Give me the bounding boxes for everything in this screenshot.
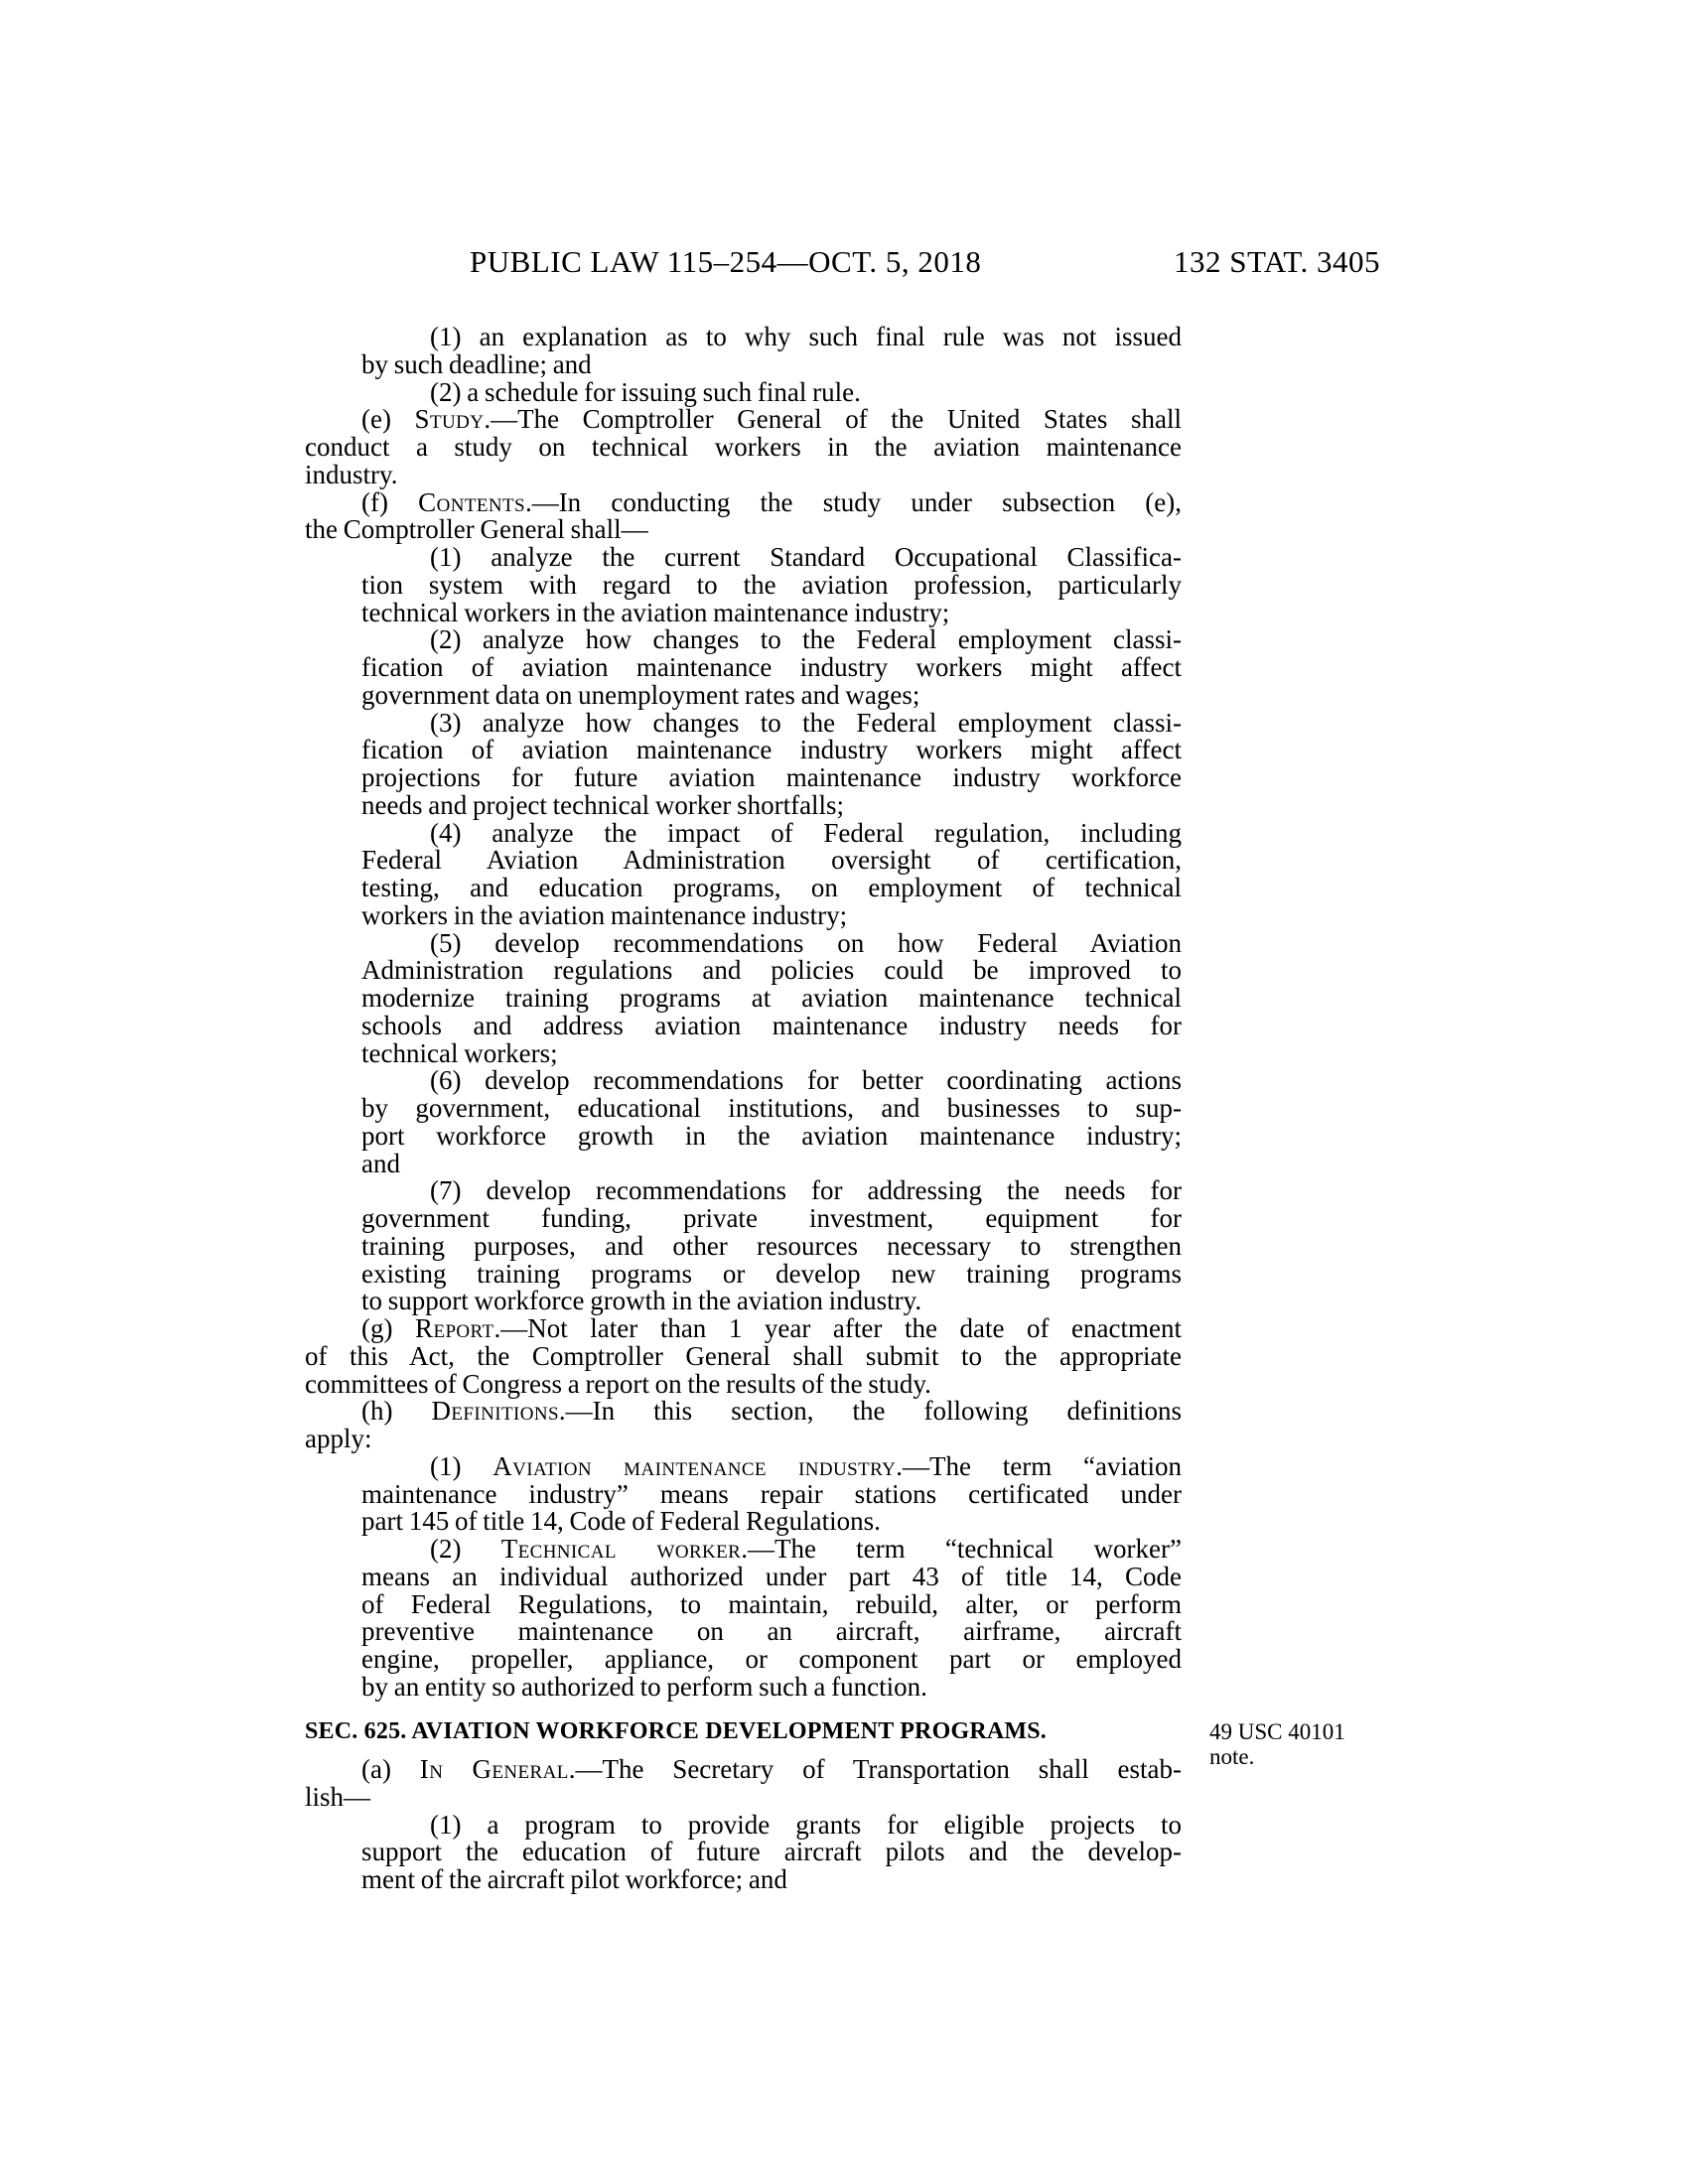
text-run: (3) analyze how changes to the Federal employment classi-: [430, 707, 1182, 738]
body-line: [305, 1536, 1182, 1564]
margin-note-line: 49 USC 40101: [1209, 1719, 1345, 1744]
text-run: government data on unemployment rates and wages;: [361, 679, 920, 710]
body-line: [305, 927, 1182, 958]
text-run: of Federal Regulations, to maintain, rebuild, alter, or perform: [361, 1588, 1182, 1619]
body-line: [305, 544, 1182, 572]
small-caps-run: Report: [415, 1313, 494, 1343]
text-run: projections for future aviation maintenance industry workforce: [361, 762, 1182, 792]
text-run: to support workforce growth in the aviation industry.: [361, 1286, 922, 1316]
text-run: testing, and education programs, on employment of technical: [361, 873, 1182, 902]
text-run: conduct a study on technical workers in the aviation maintenance: [305, 432, 1182, 462]
small-caps-run: Study: [414, 404, 485, 435]
body-line: [305, 516, 1182, 544]
text-run: lish—: [305, 1781, 371, 1812]
margin-note: [1209, 1719, 1398, 1769]
body-line: [305, 406, 1182, 434]
text-run: the Comptroller General shall—: [305, 514, 648, 545]
body-line: [305, 957, 1182, 985]
text-run: part 145 of title 14, Code of Federal Regulations.: [361, 1506, 881, 1537]
body-line: [305, 459, 1182, 489]
running-head: PUBLIC LAW 115–254—OCT. 5, 2018: [470, 244, 982, 279]
text-run: government funding, private investment, equipment for: [361, 1203, 1182, 1233]
text-run: apply:: [305, 1424, 372, 1453]
text-run: training purposes, and other resources necessary to strengthen: [361, 1230, 1182, 1261]
body-line: [305, 899, 1182, 930]
text-run: (2) analyze how changes to the Federal employment classi-: [430, 624, 1182, 655]
text-run: technical workers;: [361, 1037, 558, 1068]
body-line: [305, 1756, 1182, 1784]
body-line: [305, 1095, 1182, 1123]
text-run: fication of aviation maintenance industry workers might affect: [361, 652, 1182, 682]
body-line: [305, 764, 1182, 792]
body-line: [305, 654, 1182, 682]
body-line: [305, 1010, 1182, 1040]
body-line: [305, 1288, 1182, 1315]
text-run: (2) a schedule for issuing such final rule.: [430, 376, 861, 407]
body-line: [305, 1781, 1182, 1812]
text-run: of this Act, the Comptroller General shall submit to the appropriate: [305, 1340, 1182, 1371]
body-line: [305, 597, 1182, 627]
text-run: fication of aviation maintenance industry workers might affect: [361, 735, 1182, 765]
body-line: [305, 1205, 1182, 1233]
body-line: [305, 1508, 1182, 1536]
body-line: [305, 1368, 1182, 1399]
body-line: [305, 1588, 1182, 1619]
text-run: workers in the aviation maintenance industry;: [361, 899, 848, 930]
text-run: (f): [361, 486, 419, 517]
text-run: Federal Aviation Administration oversight of certification,: [361, 845, 1182, 876]
text-run: .—The Secretary of Transportation shall estab-: [568, 1754, 1182, 1784]
text-run: Administration regulations and policies could be improved to: [361, 955, 1182, 986]
body-line: [305, 1618, 1182, 1646]
body-line: [305, 679, 1182, 710]
small-caps-run: Contents: [418, 486, 525, 517]
text-run: industry.: [305, 459, 398, 489]
body-line: [305, 1450, 1182, 1481]
text-run: (1): [430, 1450, 493, 1481]
text-run: (e): [361, 404, 415, 435]
body-line: [305, 817, 1182, 848]
text-run: .—In this section, the following definitions: [558, 1396, 1182, 1427]
text-run: by government, educational institutions, and businesses to sup-: [361, 1093, 1182, 1123]
text-run: (6) develop recommendations for better coordinating actions: [430, 1065, 1182, 1096]
small-caps-run: Definitions: [431, 1396, 559, 1427]
body-line: [305, 1258, 1182, 1289]
text-run: tion system with regard to the aviation profession, particularly: [361, 569, 1182, 600]
text-run: (g): [361, 1313, 416, 1343]
text-run: .—The Comptroller General of the United States shall: [484, 404, 1182, 435]
body-line: [305, 737, 1182, 764]
body-text-column: [305, 324, 1182, 1702]
text-run: ment of the aircraft pilot workforce; and: [361, 1864, 787, 1894]
text-run: by such deadline; and: [361, 348, 592, 379]
text-run: .—Not later than 1 year after the date of enactment: [493, 1313, 1182, 1343]
text-run: .—The term “technical worker”: [741, 1534, 1182, 1564]
text-run: (7) develop recommendations for addressing the needs for: [430, 1175, 1182, 1206]
body-line: [305, 875, 1182, 902]
body-line: [305, 1866, 1182, 1894]
body-line: [305, 1177, 1182, 1205]
text-run: preventive maintenance on an aircraft, airframe, aircraft: [361, 1616, 1182, 1647]
text-run: and: [361, 1148, 400, 1178]
text-run: (1) an explanation as to why such final rule was not issued: [430, 322, 1182, 351]
body-line: [305, 1426, 1182, 1453]
body-line: [305, 1561, 1182, 1591]
body-line: [305, 1671, 1182, 1702]
body-line: [305, 1478, 1182, 1509]
body-line: [305, 626, 1182, 654]
text-run: technical workers in the aviation maintenance industry;: [361, 597, 950, 627]
margin-note-line: note.: [1209, 1744, 1255, 1769]
body-line: [305, 1067, 1182, 1095]
body-line: [305, 324, 1182, 351]
body-line: [305, 1646, 1182, 1674]
text-run: (5) develop recommendations on how Federal Aviation: [430, 927, 1182, 958]
stat-page-number: 132 STAT. 3405: [1173, 244, 1380, 279]
text-run: means an individual authorized under part 43 of title 14, Code: [361, 1561, 1182, 1591]
text-run: (2): [430, 1534, 501, 1564]
body-line: [305, 1315, 1182, 1343]
text-run: engine, propeller, appliance, or component part or employed: [361, 1644, 1182, 1674]
body-line: [305, 1809, 1182, 1840]
text-run: .—In conducting the study under subsection (e),: [524, 486, 1182, 517]
body-line: [305, 1398, 1182, 1426]
body-line: [305, 789, 1182, 820]
body-line: [305, 1148, 1182, 1178]
text-run: (4) analyze the impact of Federal regulation, including: [430, 817, 1182, 848]
text-run: port workforce growth in the aviation maintenance industry;: [361, 1120, 1182, 1151]
section-heading: SEC. 625. AVIATION WORKFORCE DEVELOPMENT PROGRAMS.: [305, 1718, 1047, 1744]
small-caps-run: Aviation maintenance industry: [492, 1450, 897, 1481]
text-run: by an entity so authorized to perform such a function.: [361, 1671, 927, 1702]
text-run: modernize training programs at aviation maintenance technical: [361, 983, 1182, 1013]
text-run: existing training programs or develop new training programs: [361, 1258, 1182, 1289]
body-line: [305, 1340, 1182, 1371]
body-line: [305, 348, 1182, 379]
text-run: (a): [361, 1754, 420, 1784]
text-run: committees of Congress a report on the results of the study.: [305, 1368, 931, 1399]
text-run: (1) a program to provide grants for eligible projects to: [430, 1809, 1182, 1840]
text-run: maintenance industry” means repair stations certificated under: [361, 1478, 1182, 1509]
small-caps-run: Technical worker: [500, 1534, 742, 1564]
body-line: [305, 1230, 1182, 1261]
text-run: .—The term “aviation: [896, 1450, 1182, 1481]
text-run: (h): [361, 1396, 432, 1427]
body-line: [305, 985, 1182, 1013]
body-line: [305, 569, 1182, 600]
body-text-column-after-heading: [305, 1756, 1182, 1894]
body-line: [305, 847, 1182, 875]
body-line: [305, 376, 1182, 407]
body-line: [305, 1120, 1182, 1151]
body-line: [305, 486, 1182, 517]
text-run: schools and address aviation maintenance industry needs for: [361, 1010, 1182, 1040]
text-run: support the education of future aircraft pilots and the develop-: [361, 1837, 1182, 1867]
body-line: [305, 1839, 1182, 1866]
text-run: (1) analyze the current Standard Occupational Classifica-: [430, 542, 1182, 572]
body-line: [305, 434, 1182, 462]
body-line: [305, 1037, 1182, 1068]
text-run: needs and project technical worker shortfalls;: [361, 789, 845, 820]
small-caps-run: In General: [419, 1754, 569, 1784]
body-line: [305, 707, 1182, 738]
